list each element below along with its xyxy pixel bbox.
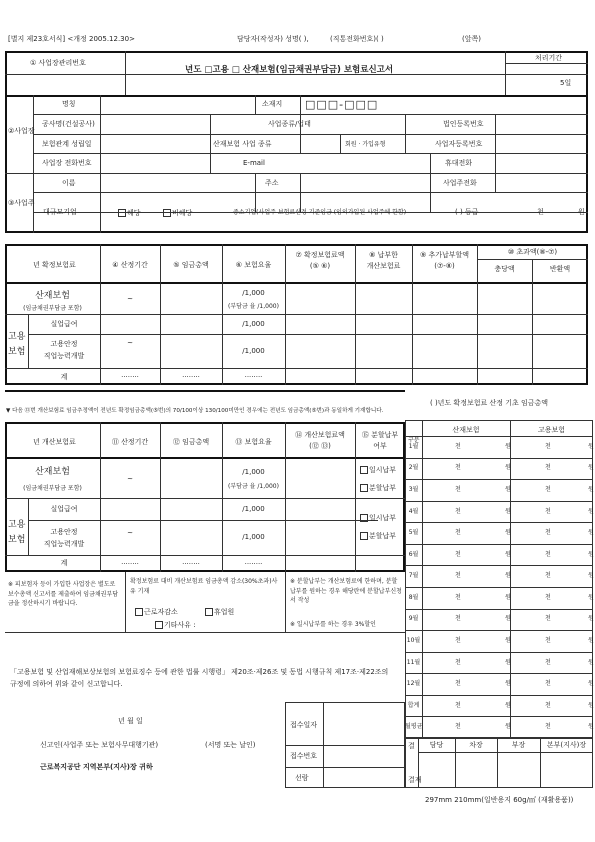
t2-sanjae-split[interactable] — [360, 484, 396, 492]
month-label: 7월 — [408, 572, 419, 579]
monthly-wage-title: ( )년도 확정보험료 산정 기초 임금총액 — [430, 399, 549, 407]
unit-label: 천 — [545, 443, 551, 450]
opt-suspension[interactable] — [205, 608, 234, 616]
unit-label: 천 — [545, 529, 551, 536]
section-workplace-label: ②사업장 — [8, 127, 35, 135]
unit-label: 원 — [505, 702, 511, 709]
unit-label: 천 — [455, 680, 461, 687]
month-label: 1월 — [408, 443, 419, 450]
unit-label: 원 — [588, 702, 594, 709]
opt-worker-decrease[interactable] — [135, 608, 178, 616]
unit-label: 원 — [588, 615, 594, 622]
addressee: 근로복지공단 지역본부(지사)장 귀하 — [40, 763, 153, 771]
checkbox[interactable] — [360, 532, 368, 540]
split-label: 분할납부 — [369, 532, 397, 540]
business-type-label: 사업종류/업태 — [268, 120, 311, 128]
unit-label: 원 — [505, 680, 511, 687]
t2-sanjae-rate: /1,000 — [242, 468, 265, 476]
t2-row-unemployment: 실업급여 — [50, 505, 78, 513]
checkbox[interactable] — [360, 466, 368, 474]
unit-label: 천 — [455, 594, 461, 601]
t1-row-unemployment: 실업급여 — [50, 320, 78, 328]
form-number: [별지 제23호서식] <개정 2005.12.30> — [8, 35, 135, 43]
section-owner-label: ③사업주 — [8, 199, 35, 207]
t1-sub-refund: 반환액 — [549, 265, 571, 273]
lump-label: 일시납부 — [369, 466, 397, 474]
t2-header-rate: ⑬ 보험요율 — [235, 438, 272, 446]
processing-period-label: 처리기간 — [535, 54, 563, 62]
unit-label: 원 — [588, 529, 594, 536]
unit-label: 원 — [505, 572, 511, 579]
t1-header-wage: ⑤ 임금총액 — [173, 261, 209, 269]
t1-header-additional: ⑨ 추가납부할액 (⑦-⑧) — [419, 251, 470, 271]
sanjae-col-header: 산재보험 — [452, 426, 480, 434]
unit-label: 천 — [545, 680, 551, 687]
unit-label: 천 — [455, 529, 461, 536]
t1-header-rate: ⑥ 보험요율 — [235, 261, 272, 269]
unit-label: 천 — [455, 551, 461, 558]
unit-label: 천 — [455, 572, 461, 579]
t1-sanjae-rate: /1,000 — [242, 289, 265, 297]
insurance-est-date-label: 보험관계 성립일 — [42, 140, 92, 148]
grade-label: ( ) 등급 — [455, 208, 479, 216]
unit-label: 천 — [455, 486, 461, 493]
unit-label: 원 — [588, 464, 594, 471]
month-label: 8월 — [408, 594, 419, 601]
t2-row-total: 계 — [60, 559, 68, 567]
t1-header-paid: ⑧ 납부한 개산보험료 — [366, 251, 401, 271]
t2-header-wage: ⑫ 임금총액 — [172, 438, 210, 446]
t2-goyong-lump[interactable] — [360, 514, 396, 522]
unit-label: 천 — [545, 508, 551, 515]
t2-row-goyong: 고용 보험 — [8, 520, 26, 546]
unit-label: 원 — [588, 723, 594, 730]
unit-label: 천 — [455, 659, 461, 666]
owner-address-label: 주소 — [265, 179, 279, 187]
t2-sanjae-rate2: (부담금 율 /1,000) — [228, 483, 279, 490]
unit-label: 천 — [545, 723, 551, 730]
t1-row-sanjae: 산재보험 — [35, 291, 70, 301]
confirmed-premium-corner: 년 확정보험료 — [33, 261, 76, 269]
yes-label: 해당 — [127, 209, 141, 217]
unit-label: 원 — [588, 680, 594, 687]
checkbox[interactable] — [360, 514, 368, 522]
t1-total-dots-3: ........ — [244, 371, 263, 379]
unit-label: 천 — [545, 702, 551, 709]
t1-row-stability: 고용안정 직업능력개발 — [43, 340, 85, 360]
unit-label: 원 — [505, 529, 511, 536]
unit-label: 천 — [545, 615, 551, 622]
t2-stability-period: ~ — [127, 529, 133, 537]
goyong-col-header: 고용보험 — [537, 426, 566, 434]
mgmt-number-label: ① 사업장관리번호 — [30, 59, 86, 67]
declaration-date: 년 월 일 — [118, 717, 143, 725]
unit-label: 천 — [545, 637, 551, 644]
unit-label: 천 — [545, 594, 551, 601]
sme-owner-note: 중소기업(사업주 보험료산정 기준임금 (임의가입된 사업주에 한함) — [233, 209, 407, 216]
no-label: 비해당 — [172, 209, 193, 217]
t1-unemployment-rate: /1,000 — [242, 320, 265, 328]
month-label: 5월 — [408, 529, 419, 536]
t2-header-period: ⑪ 산정기간 — [111, 438, 149, 446]
unit-label: 원 — [588, 659, 594, 666]
month-label: 2월 — [408, 464, 419, 471]
approval-label: 결 — [408, 742, 415, 750]
wage-estimate-note: ▼ 다음 ⑬번 개산보험료 임금추정액이 전년도 확정임금총액(⑤번)의 70/100이상 130/100미만인 경우에는 전년도 임금총액(⑤번)과 동일하게 기재합니다. — [6, 408, 384, 414]
t1-row-sanjae-sub: (임금채권부담금 포함) — [23, 305, 82, 312]
thousand-label: 천 — [537, 208, 544, 216]
unit-label: 원 — [588, 443, 594, 450]
unit-label: 원 — [588, 594, 594, 601]
unit-label: 천 — [455, 702, 461, 709]
unit-label: 원 — [505, 659, 511, 666]
page-side: (앞쪽) — [462, 35, 481, 43]
unit-label: 원 — [588, 572, 594, 579]
corp-reg-number-label: 법인등록번호 — [443, 120, 484, 128]
t1-header-excess: ⑩ 초과액(⑧-⑦) — [507, 248, 558, 256]
unit-label: 원 — [505, 486, 511, 493]
unit-label: 천 — [455, 508, 461, 515]
unit-label: 원 — [505, 594, 511, 601]
checkbox[interactable] — [360, 484, 368, 492]
email-label: E-mail — [243, 159, 265, 167]
unit-label: 원 — [505, 464, 511, 471]
t1-row-goyong: 고용 보험 — [8, 332, 26, 358]
large-company-yes[interactable] — [118, 209, 141, 217]
unit-label: 천 — [545, 659, 551, 666]
month-label: 월평균 — [405, 723, 423, 730]
t2-row-stability: 고용안정 직업능력개발 — [43, 528, 85, 548]
month-label: 4월 — [408, 508, 419, 515]
form-title: 년도 □고용 □ 산재보험(임금채권부담금) 보험료신고서 — [185, 65, 394, 75]
receipt-date-label: 접수일자 — [290, 721, 318, 729]
approval-label-2: 결재 — [408, 776, 422, 784]
t2-goyong-split[interactable] — [360, 532, 396, 540]
top-form-frame — [5, 51, 588, 233]
month-label: 12월 — [406, 680, 421, 687]
writer-phone: (직통전화번호)( ) — [330, 35, 384, 43]
monthly-wage-table — [405, 420, 593, 738]
t2-sanjae-lump[interactable] — [360, 466, 396, 474]
t2-header-estimated: ⑭ 개산보험료액 (⑫ ⑬) — [295, 431, 345, 451]
unit-label: 천 — [545, 551, 551, 558]
workplace-name-label: 명칭 — [62, 100, 76, 108]
role-director: 본부(지사)장 — [546, 741, 587, 749]
unit-label: 천 — [455, 443, 461, 450]
won-label: 원 — [578, 208, 585, 216]
split-label: 분할납부 — [369, 484, 397, 492]
t2-row-sanjae-sub: (임금채권부담금 포함) — [23, 485, 82, 492]
t1-sanjae-rate2: (부담금 율 /1,000) — [228, 303, 279, 310]
unit-label: 원 — [588, 551, 594, 558]
mobile-label: 휴대전화 — [445, 159, 473, 167]
opt-other[interactable] — [155, 621, 196, 629]
opt-label: 기타사유 : — [164, 621, 196, 629]
member-type-label: 회원 · 가입유형 — [345, 141, 386, 148]
unit-label: 천 — [455, 637, 461, 644]
month-col-header: 구분 — [408, 437, 420, 444]
biz-reg-number-label: 사업자등록번호 — [435, 140, 483, 148]
checkbox[interactable] — [118, 209, 126, 217]
t1-stability-period: ~ — [127, 339, 133, 347]
owner-phone-label: 사업주전화 — [443, 179, 477, 187]
large-company-label: 대규모기업 — [43, 208, 77, 216]
month-label: 11월 — [406, 659, 421, 666]
applicant-label: 신고인(사업주 또는 보험사무대행기관) — [40, 741, 159, 749]
checkbox[interactable] — [163, 209, 171, 217]
t1-total-dots-1: ........ — [121, 371, 139, 379]
checkbox[interactable] — [205, 608, 213, 616]
receipt-number-label: 접수번호 — [290, 752, 318, 760]
lump-label: 일시납부 — [369, 514, 397, 522]
opt-label: 근로자감소 — [144, 608, 178, 616]
t2-stability-rate: /1,000 — [242, 533, 265, 541]
t2-row-sanjae: 산재보험 — [35, 467, 70, 477]
unit-label: 원 — [588, 508, 594, 515]
unit-label: 천 — [455, 464, 461, 471]
workplace-address-label: 소재지 — [262, 100, 283, 108]
role-deputy: 차장 — [469, 741, 483, 749]
left-note: ※ 피보험자 등이 가입한 사업장은 별도로 보수총액 신고서를 제출하여 임금채권부담금을 정산하시기 바랍니다. — [8, 581, 119, 608]
postal-code-boxes[interactable]: □□□-□□□ — [305, 98, 379, 111]
large-company-no[interactable] — [163, 209, 192, 217]
estimated-premium-corner: 년 개산보험료 — [33, 438, 76, 446]
t2-total-dots-2: ........ — [182, 558, 200, 566]
industry-type-label: 산재보험 사업 종류 — [213, 140, 272, 148]
unit-label: 천 — [455, 723, 461, 730]
t1-header-period: ④ 산정기간 — [112, 261, 148, 269]
unit-label: 천 — [455, 615, 461, 622]
unit-label: 원 — [505, 443, 511, 450]
unit-label: 원 — [588, 637, 594, 644]
role-staff: 담당 — [429, 741, 444, 749]
month-label: 합계 — [407, 702, 420, 709]
processing-period-value: 5일 — [560, 79, 572, 87]
t1-header-confirmed: ⑦ 확정보험료액 (⑤ ⑥) — [295, 251, 345, 271]
writer-name: 담당자(작성자) 성명( ), — [237, 35, 309, 43]
declaration-text: 「고용보험 및 산업재해보상보험의 보험료징수 등에 관한 법률 시행령」 제20조·제26조 및 동법 시행규칙 제17조·제22조의 규정에 의하여 위와 같이 신고합니다. — [10, 668, 389, 688]
unit-label: 천 — [545, 486, 551, 493]
owner-name-label: 이름 — [62, 179, 76, 187]
t2-total-dots-3: ........ — [244, 558, 263, 566]
opt-label: 휴업원 — [214, 608, 235, 616]
t2-unemployment-rate: /1,000 — [242, 505, 265, 513]
paper-spec: 297mm 210mm(일반용지 60g/㎡ (재활용품)) — [425, 796, 574, 804]
unit-label: 천 — [545, 572, 551, 579]
unit-label: 원 — [505, 508, 511, 515]
t1-stability-rate: /1,000 — [242, 347, 265, 355]
checkbox[interactable] — [135, 608, 143, 616]
unit-label: 원 — [588, 486, 594, 493]
unit-label: 원 — [505, 637, 511, 644]
month-label: 10월 — [406, 637, 421, 644]
t1-sanjae-period: ~ — [127, 295, 133, 303]
checkbox[interactable] — [155, 621, 163, 629]
unit-label: 원 — [505, 723, 511, 730]
mid-note: 확정보험료 대비 개산보험료 임금총액 감소(30%초과)사유 기재 — [130, 578, 278, 595]
month-label: 9월 — [408, 615, 419, 622]
t2-total-dots-1: ........ — [121, 558, 139, 566]
t1-row-total: 계 — [60, 373, 68, 381]
role-manager: 부장 — [511, 741, 526, 749]
month-label: 3월 — [408, 486, 419, 493]
workplace-phone-label: 사업장 전화번호 — [42, 159, 92, 167]
right-note: ※ 분할납부는 개산보험료에 한하며, 분할납부를 원하는 경우 해당란에 분할납부신청서 작성 — [290, 578, 402, 605]
t1-sub-allocated: 충당액 — [494, 265, 515, 273]
t2-sanjae-period: ~ — [127, 475, 133, 483]
sign-label: (서명 또는 날인) — [205, 741, 256, 749]
unit-label: 천 — [545, 464, 551, 471]
t1-total-dots-2: ........ — [182, 371, 200, 379]
unit-label: 원 — [505, 551, 511, 558]
month-label: 6월 — [408, 551, 419, 558]
t2-header-installment: ⑮ 분할납부 여부 — [361, 431, 399, 451]
unit-label: 원 — [505, 615, 511, 622]
right-note-2: ※ 일시납부를 하는 경우 3%할인 — [290, 621, 376, 628]
preview-label: 선람 — [295, 774, 309, 782]
construction-name-label: 공사명(건설공사) — [42, 120, 95, 128]
